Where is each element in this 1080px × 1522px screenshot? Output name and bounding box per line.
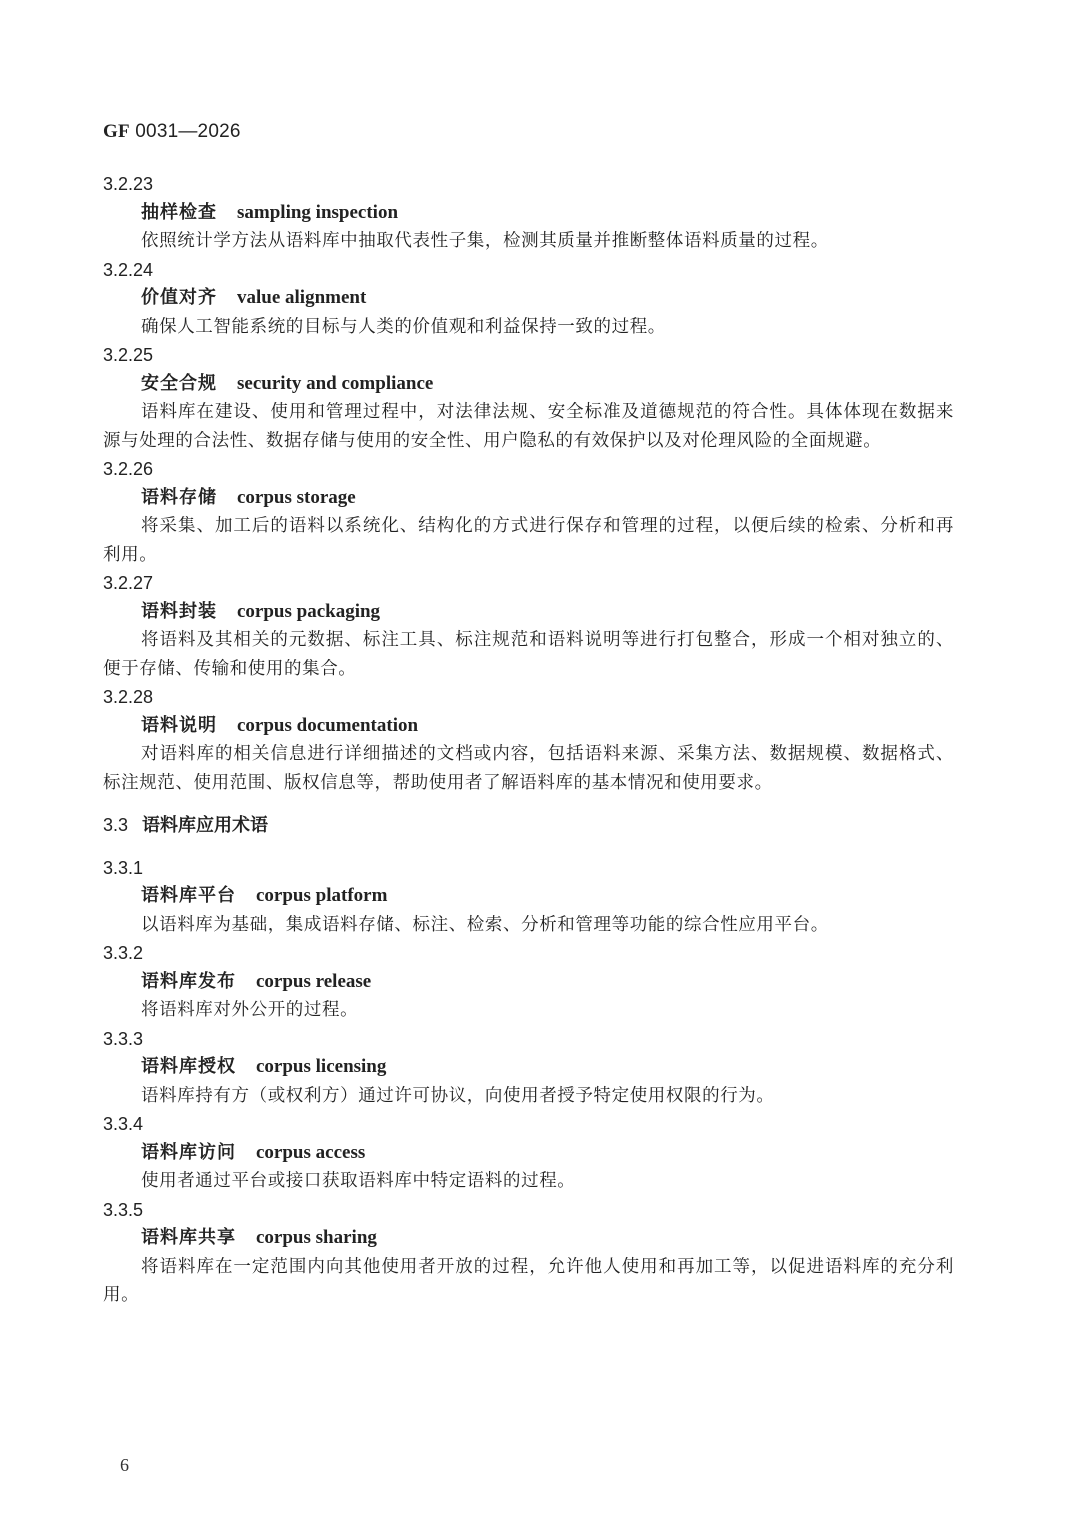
term-title [141, 1053, 954, 1082]
term-definition: 使用者通过平台或接口获取语料库中特定语料的过程。 [141, 1171, 576, 1191]
term-number: 3.3.4 [103, 1114, 144, 1134]
term-number: 3.3.5 [103, 1199, 144, 1220]
term-definition: 语料库持有方（或权利方）通过许可协议，向使用者授予特定使用权限的行为。 [141, 1085, 775, 1106]
term-chinese: 语料说明 [141, 714, 217, 736]
term-english: sampling inspection [237, 201, 399, 223]
document-body [103, 170, 954, 1310]
term-entry [103, 854, 954, 940]
term-title [141, 1224, 954, 1253]
term-title [141, 598, 954, 627]
term-chinese: 语料存储 [141, 486, 217, 508]
term-title [141, 199, 954, 228]
term-entry [103, 1196, 954, 1310]
term-number: 3.2.25 [103, 345, 154, 365]
term-title [141, 968, 954, 997]
term-chinese: 语料库发布 [141, 970, 236, 992]
term-definition: 将语料库在一定范围内向其他使用者开放的过程，允许他人使用和再加工等，以促进语料库的充分利用。 [103, 1256, 954, 1305]
term-definition: 确保人工智能系统的目标与人类的价值观和利益保持一致的过程。 [141, 316, 666, 337]
term-chinese: 语料库授权 [141, 1056, 236, 1077]
section-title: 语料库应用术语 [142, 815, 269, 836]
term-chinese: 语料库平台 [141, 885, 236, 906]
term-entry [103, 1110, 954, 1196]
term-english: corpus release [256, 970, 372, 992]
term-title [141, 1139, 954, 1168]
term-title [141, 712, 954, 741]
term-english: corpus access [256, 1141, 366, 1163]
term-english: value alignment [237, 287, 367, 308]
term-definition: 将采集、加工后的语料以系统化、结构化的方式进行保存和管理的过程，以便后续的检索、分析和再利用。 [103, 516, 954, 565]
term-chinese: 安全合规 [141, 372, 217, 394]
term-entry [103, 170, 954, 256]
term-title [141, 882, 954, 911]
term-number: 3.2.23 [103, 174, 154, 194]
term-title [141, 484, 954, 513]
term-english: security and compliance [237, 372, 434, 394]
term-definition: 以语料库为基础，集成语料存储、标注、检索、分析和管理等功能的综合性应用平台。 [141, 914, 829, 935]
term-definition: 对语料库的相关信息进行详细描述的文档或内容，包括语料来源、采集方法、数据规模、数据格式、标注规范、使用范围、版权信息等，帮助使用者了解语料库的基本情况和使用要求。 [103, 744, 954, 793]
page-number: 6 [120, 1455, 129, 1475]
section-number: 3.3 [103, 815, 129, 835]
term-entry [103, 683, 954, 797]
term-chinese: 语料库共享 [141, 1227, 236, 1248]
term-english: corpus documentation [237, 714, 419, 736]
term-entry [103, 939, 954, 1025]
term-chinese: 抽样检查 [141, 201, 217, 223]
term-definition: 语料库在建设、使用和管理过程中，对法律法规、安全标准及道德规范的符合性。具体体现在数据来源与处理的合法性、数据存储与使用的安全性、用户隐私的有效保护以及对伦理风险的全面规避。 [103, 402, 954, 451]
standard-code: GF [103, 121, 130, 142]
term-number: 3.3.2 [103, 943, 144, 963]
term-number: 3.2.28 [103, 687, 154, 707]
standard-number: 0031—2026 [135, 121, 241, 142]
term-title [141, 370, 954, 399]
term-number: 3.3.3 [103, 1028, 144, 1049]
standard-header [103, 121, 241, 143]
term-title [141, 284, 954, 313]
term-entry [103, 569, 954, 683]
term-entry [103, 341, 954, 455]
term-english: corpus licensing [256, 1056, 387, 1077]
term-number: 3.3.1 [103, 857, 144, 878]
term-number: 3.2.24 [103, 259, 154, 280]
term-english: corpus packaging [237, 600, 381, 622]
term-definition: 将语料库对外公开的过程。 [141, 1000, 359, 1020]
term-english: corpus storage [237, 486, 356, 508]
term-chinese: 语料库访问 [141, 1141, 236, 1163]
term-entry [103, 256, 954, 342]
term-english: corpus platform [256, 885, 388, 906]
term-entry [103, 1025, 954, 1111]
term-definition: 将语料及其相关的元数据、标注工具、标注规范和语料说明等进行打包整合，形成一个相对独立的、便于存储、传输和使用的集合。 [103, 630, 954, 679]
term-chinese: 语料封装 [141, 600, 217, 622]
term-definition: 依照统计学方法从语料库中抽取代表性子集，检测其质量并推断整体语料质量的过程。 [141, 231, 829, 251]
term-entry [103, 455, 954, 569]
term-english: corpus sharing [256, 1227, 377, 1248]
term-number: 3.2.26 [103, 459, 154, 479]
term-number: 3.2.27 [103, 573, 154, 593]
term-chinese: 价值对齐 [141, 287, 217, 308]
section-heading [103, 811, 954, 840]
